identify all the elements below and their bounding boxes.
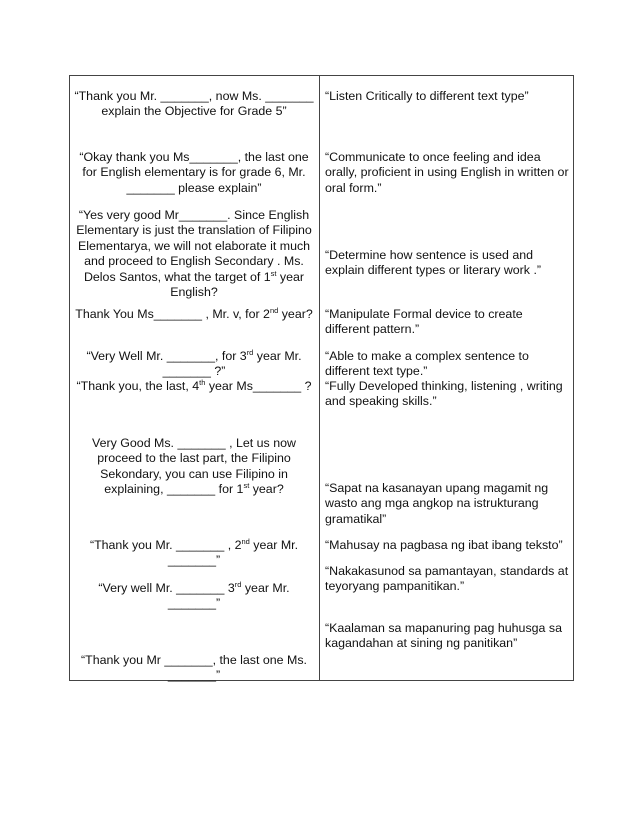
left-cell-10: “Thank you Mr _______, the last one Ms. _______” xyxy=(81,653,307,683)
right-cell-4: “Manipulate Formal device to create different pattern.” xyxy=(325,307,523,337)
right-cell-2: “Communicate to once feeling and idea orally, proficient in using English in written or oral form.” xyxy=(325,150,569,195)
right-cell-5: “Able to make a complex sentence to different text type.” xyxy=(325,349,529,379)
left-cell-3: “Yes very good Mr_______. Since English Elementary is just the translation of Filipino Elementarya, we will not elaborate it much and proceed to English Secondary . Ms. Delos Santos, what the target of 1st year English? xyxy=(76,208,312,300)
right-cell-6: “Fully Developed thinking, listening , writing and speaking skills.” xyxy=(325,379,563,409)
left-cell-9: “Very well Mr. _______ 3rd year Mr. _______” xyxy=(98,579,290,611)
right-cell-1: “Listen Critically to different text type” xyxy=(325,89,529,103)
right-cell-9: “Nakakasunod sa pamantayan, standards at teyoryang pampanitikan.” xyxy=(325,564,569,594)
left-cell-7: Very Good Ms. _______ , Let us now proceed to the last part, the Filipino Sekondary, you can use Filipino in explaining, _______ for 1st year? xyxy=(92,436,296,497)
right-cell-3: “Determine how sentence is used and explain different types or literary work .” xyxy=(325,248,542,278)
left-cell-1: “Thank you Mr. _______, now Ms. _______ explain the Objective for Grade 5” xyxy=(74,89,314,119)
left-cell-5: “Very Well Mr. _______, for 3rd year Mr. _______ ?” xyxy=(86,347,302,379)
left-cell-2: “Okay thank you Ms_______, the last one for English elementary is for grade 6, Mr. _______ please explain” xyxy=(79,150,309,195)
left-cell-6: “Thank you, the last, 4th year Ms_______ ? xyxy=(76,377,312,393)
right-cell-10: “Kaalaman sa mapanuring pag huhusga sa kagandahan at sining ng panitikan” xyxy=(325,621,562,651)
objectives-table xyxy=(69,75,574,681)
right-cell-7: “Sapat na kasanayan upang magamit ng wasto ang mga angkop na istrukturang gramatikal” xyxy=(325,481,549,526)
left-cell-8: “Thank you Mr. _______ , 2nd year Mr. _______” xyxy=(89,536,299,568)
column-divider xyxy=(319,76,320,680)
left-cell-4: Thank You Ms_______ , Mr. v, for 2nd year? xyxy=(75,305,313,321)
right-cell-8: “Mahusay na pagbasa ng ibat ibang teksto” xyxy=(325,538,563,552)
